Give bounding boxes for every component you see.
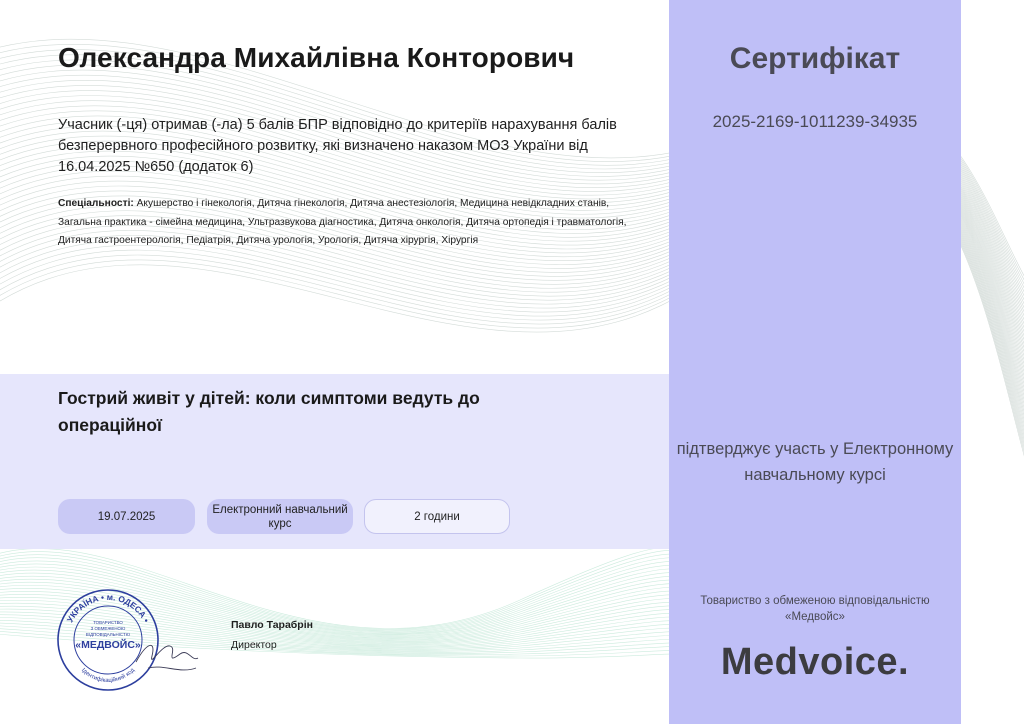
specialties-list [58, 195, 628, 251]
cpd-points-statement: Учасник (-ця) отримав (-ла) 5 балів БПР відповідно до критеріїв нарахування балів безперервного професійного розвитку, які визначено наказом МОЗ України від 16.04.2025 №650 (додаток 6) [58, 117, 617, 175]
recipient-name: Олександра Михайлівна Конторович [58, 42, 575, 73]
svg-text:«МЕДВОЙС»: «МЕДВОЙС» [75, 639, 141, 651]
course-title: Гострий живіт у дітей: коли симптоми ведуть до операційної [58, 388, 480, 435]
svg-text:УКРАЇНА • м. ОДЕСА •: УКРАЇНА • м. ОДЕСА • [64, 591, 152, 625]
svg-text:ВІДПОВІДАЛЬНІСТЮ: ВІДПОВІДАЛЬНІСТЮ [85, 632, 131, 637]
certificate-title: Сертифікат [729, 42, 901, 75]
svg-text:З ОБМЕЖЕНОЮ: З ОБМЕЖЕНОЮ [90, 626, 126, 631]
issuing-organization: Товариство з обмеженою відповідальністю «Медвойс» [700, 595, 930, 623]
company-stamp-with-signature [52, 584, 202, 694]
medvoice-logo: Medvoice. [720, 641, 910, 683]
course-format-badge: Електронний навчальний курс [207, 499, 353, 534]
specialties-text: Акушерство і гінекологія, Дитяча гінекологія, Дитяча анестезіологія, Медицина невідкладних станів, Загальна практика - сімейна медицина, Ультразвукова діагностика, Дитяча онкологія, Дитяча ортопедія і травматологія, Дитяча гастроентерологія, Педіатрія, Дитяча урологія, Урологія, Дитяча хірургія, Хірургія [58, 198, 627, 246]
course-date-badge: 19.07.2025 [58, 499, 195, 534]
course-duration-badge: 2 години [364, 499, 510, 534]
specialties-label: Спеціальності: [58, 198, 134, 209]
signer-name: Павло Тарабрін [231, 619, 313, 631]
svg-text:ТОВАРИСТВО: ТОВАРИСТВО [93, 620, 123, 625]
participation-confirmation: підтверджує участь у Електронному навчальному курсі [676, 440, 954, 484]
signer-role: Директор [231, 639, 277, 651]
svg-text:Ідентифікаційний код: Ідентифікаційний код [79, 667, 136, 685]
certificate-number: 2025-2169-1011239-34935 [712, 112, 918, 131]
